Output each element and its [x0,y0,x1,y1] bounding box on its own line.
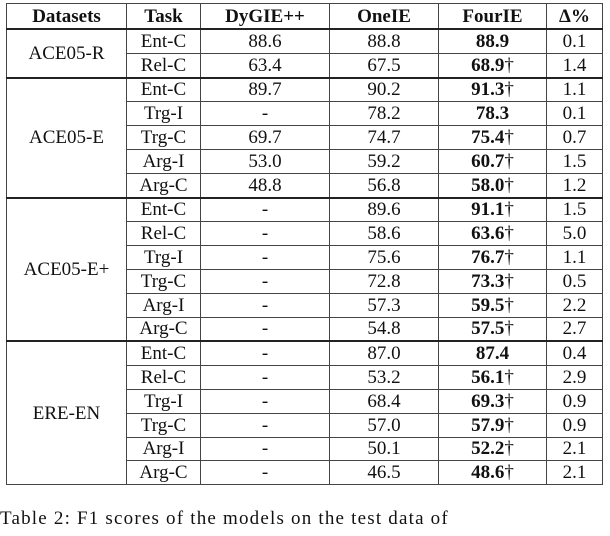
task-cell: Trg-C [127,126,201,150]
fourie-score-value: 52.2 [471,438,505,460]
header-row [7,4,603,30]
table-row [7,78,603,102]
dygie-score-cell: 63.4 [201,53,330,77]
dataset-cell: ACE05-E+ [7,198,127,342]
dataset-cell: ACE05-E [7,78,127,198]
task-cell: Arg-I [127,293,201,317]
oneie-score-cell: 88.8 [330,29,439,53]
dygie-score-cell: - [201,293,330,317]
task-cell: Arg-C [127,461,201,485]
dygie-score-cell: - [201,461,330,485]
significance-dagger: † [504,174,514,196]
oneie-score-cell: 46.5 [330,461,439,485]
fourie-score-value: 73.3 [471,270,505,292]
oneie-score-cell: 53.2 [330,366,439,390]
dygie-score-cell: - [201,246,330,270]
dygie-score-cell: - [201,269,330,293]
fourie-score-cell [439,269,547,293]
dygie-score-cell: - [201,317,330,341]
fourie-score-cell [439,413,547,437]
header-delta: Δ% [547,4,603,30]
task-cell: Arg-I [127,149,201,173]
fourie-score-cell [439,317,547,341]
dygie-score-cell: 69.7 [201,126,330,150]
fourie-score-value: 69.3 [471,390,505,412]
delta-cell: 0.9 [547,413,603,437]
results-table [6,3,603,485]
significance-dagger: † [504,390,514,412]
dygie-score-cell: 53.0 [201,149,330,173]
delta-cell: 1.5 [547,149,603,173]
fourie-score-value: 57.9 [471,414,505,436]
dygie-score-cell: 89.7 [201,78,330,102]
delta-cell: 0.1 [547,102,603,126]
significance-dagger: † [504,318,514,340]
dygie-score-cell: - [201,198,330,222]
fourie-score-cell [439,29,547,53]
significance-dagger: † [504,270,514,292]
oneie-score-cell: 59.2 [330,149,439,173]
oneie-score-cell: 75.6 [330,246,439,270]
delta-cell: 0.9 [547,389,603,413]
fourie-score-cell [439,461,547,485]
fourie-score-value: 91.1 [471,199,505,221]
fourie-score-value: 59.5 [471,294,505,316]
fourie-score-value: 75.4 [471,127,505,149]
delta-cell: 2.7 [547,317,603,341]
task-cell: Rel-C [127,366,201,390]
oneie-score-cell: 74.7 [330,126,439,150]
oneie-score-cell: 89.6 [330,198,439,222]
fourie-score-value: 68.9 [471,54,505,76]
fourie-score-cell [439,341,547,365]
oneie-score-cell: 50.1 [330,437,439,461]
table-row [7,198,603,222]
fourie-score-cell [439,102,547,126]
delta-cell: 1.1 [547,78,603,102]
fourie-score-cell [439,437,547,461]
oneie-score-cell: 54.8 [330,317,439,341]
dygie-score-cell: - [201,389,330,413]
task-cell: Arg-I [127,437,201,461]
dygie-score-cell: 48.8 [201,173,330,197]
fourie-score-cell [439,246,547,270]
fourie-score-cell [439,78,547,102]
significance-dagger: † [504,414,514,436]
fourie-score-value: 76.7 [471,247,505,269]
significance-dagger: † [504,294,514,316]
header-datasets: Datasets [7,4,127,30]
significance-dagger: † [504,462,514,484]
table-row [7,29,603,53]
significance-dagger: † [504,79,514,101]
task-cell: Arg-C [127,173,201,197]
oneie-score-cell: 90.2 [330,78,439,102]
fourie-score-value: 88.9 [475,30,510,52]
header-task: Task [127,4,201,30]
delta-cell: 2.9 [547,366,603,390]
dygie-score-cell: - [201,341,330,365]
fourie-score-value: 78.3 [475,103,510,125]
significance-dagger: † [504,127,514,149]
fourie-score-value: 57.5 [471,318,505,340]
task-cell: Trg-I [127,389,201,413]
significance-dagger: † [504,199,514,221]
fourie-score-cell [439,53,547,77]
dygie-score-cell: - [201,222,330,246]
table-row [7,341,603,365]
dygie-score-cell: - [201,102,330,126]
dygie-score-cell: - [201,413,330,437]
fourie-score-cell [439,149,547,173]
delta-cell: 1.4 [547,53,603,77]
header-dygie: DyGIE++ [201,4,330,30]
task-cell: Arg-C [127,317,201,341]
fourie-score-cell [439,198,547,222]
delta-cell: 0.5 [547,269,603,293]
fourie-score-value: 58.0 [471,174,505,196]
fourie-score-cell [439,366,547,390]
oneie-score-cell: 57.3 [330,293,439,317]
fourie-score-value: 87.4 [475,343,510,365]
delta-cell: 0.4 [547,341,603,365]
fourie-score-cell [439,293,547,317]
oneie-score-cell: 56.8 [330,173,439,197]
fourie-score-value: 91.3 [471,79,505,101]
oneie-score-cell: 87.0 [330,341,439,365]
significance-dagger: † [504,438,514,460]
task-cell: Ent-C [127,341,201,365]
significance-dagger: † [504,247,514,269]
fourie-score-cell [439,389,547,413]
fourie-score-cell [439,173,547,197]
task-cell: Trg-C [127,269,201,293]
delta-cell: 1.5 [547,198,603,222]
dygie-score-cell: - [201,437,330,461]
fourie-score-cell [439,222,547,246]
oneie-score-cell: 67.5 [330,53,439,77]
header-fourie: FourIE [439,4,547,30]
significance-dagger: † [504,223,514,245]
table-body [7,29,603,485]
oneie-score-cell: 57.0 [330,413,439,437]
delta-cell: 2.2 [547,293,603,317]
oneie-score-cell: 68.4 [330,389,439,413]
header-oneie: OneIE [330,4,439,30]
delta-cell: 2.1 [547,437,603,461]
dygie-score-cell: 88.6 [201,29,330,53]
fourie-score-value: 48.6 [471,462,505,484]
fourie-score-cell [439,126,547,150]
task-cell: Ent-C [127,198,201,222]
delta-cell: 0.7 [547,126,603,150]
oneie-score-cell: 58.6 [330,222,439,246]
fourie-score-value: 63.6 [471,223,505,245]
task-cell: Trg-C [127,413,201,437]
significance-dagger: † [504,367,514,389]
dataset-cell: ERE-EN [7,341,127,484]
fourie-score-value: 56.1 [471,367,505,389]
delta-cell: 1.2 [547,173,603,197]
delta-cell: 1.1 [547,246,603,270]
delta-cell: 2.1 [547,461,603,485]
task-cell: Ent-C [127,29,201,53]
task-cell: Rel-C [127,222,201,246]
delta-cell: 5.0 [547,222,603,246]
significance-dagger: † [504,150,514,172]
dygie-score-cell: - [201,366,330,390]
significance-dagger: † [504,54,514,76]
fourie-score-value: 60.7 [471,150,505,172]
task-cell: Trg-I [127,102,201,126]
delta-cell: 0.1 [547,29,603,53]
task-cell: Rel-C [127,53,201,77]
task-cell: Ent-C [127,78,201,102]
oneie-score-cell: 78.2 [330,102,439,126]
task-cell: Trg-I [127,246,201,270]
table-caption: Table 2: F1 scores of the models on the test data of [0,508,449,529]
dataset-cell: ACE05-R [7,29,127,78]
oneie-score-cell: 72.8 [330,269,439,293]
